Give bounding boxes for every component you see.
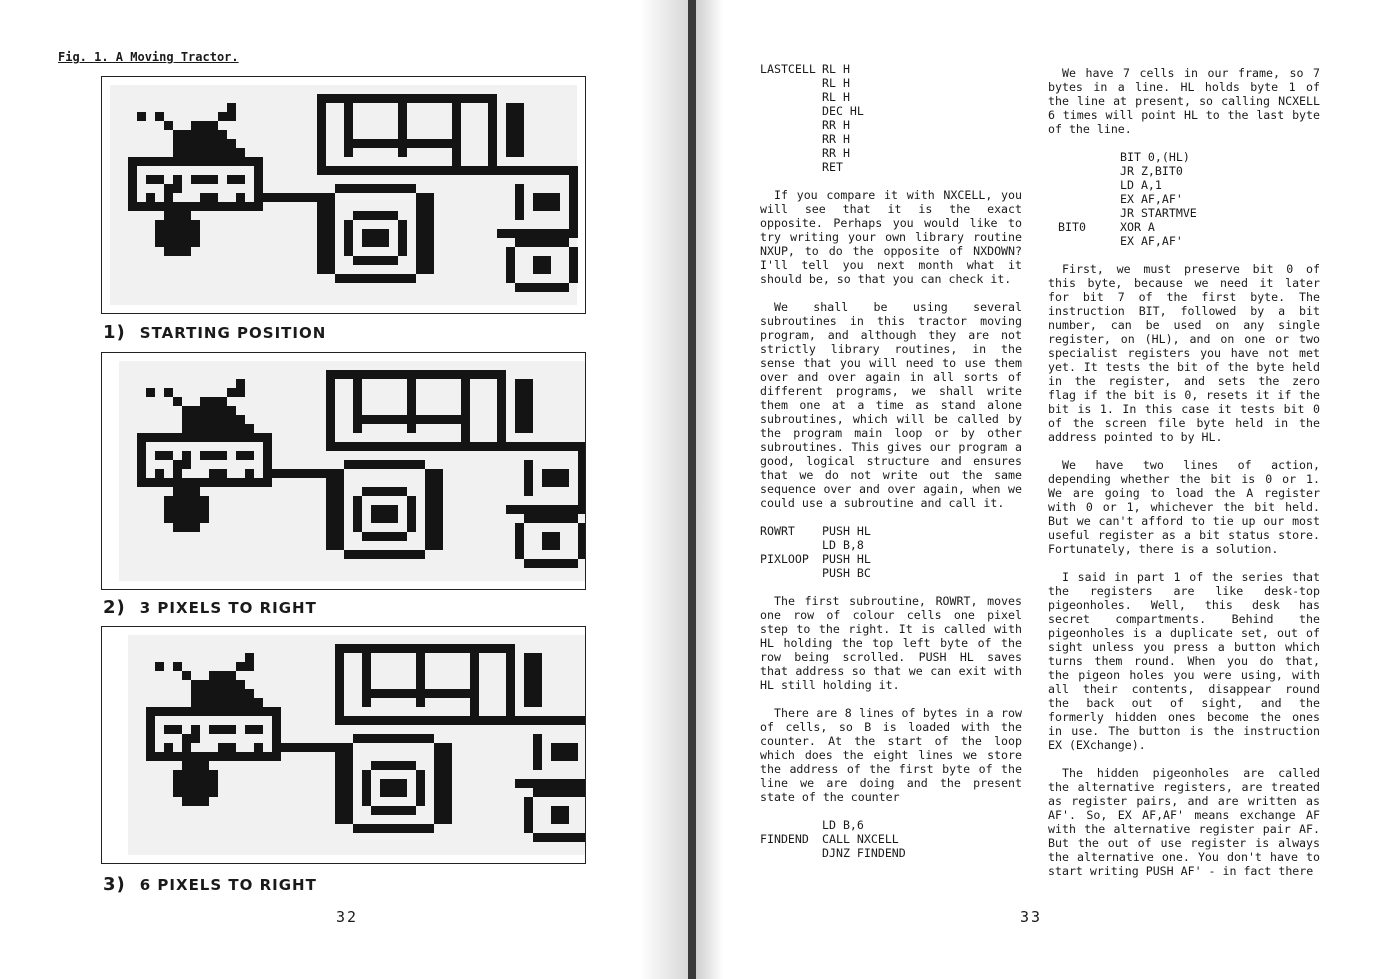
tractor-pixel <box>173 175 182 193</box>
tractor-pixel <box>137 433 272 442</box>
paragraph: If you compare it with NXCELL, you will see that it is the exact opposite. Perhaps you would like to try writing your own library routine NXUP, to do the opposite of NXDOWN? I'll tell you next month what it should be, so that you can check it. <box>760 188 1022 286</box>
tractor-pixel <box>218 112 236 121</box>
tractor-pixel <box>182 797 209 806</box>
code-line: PUSH BC <box>822 566 871 580</box>
tractor-pixel <box>281 743 344 752</box>
code-block-rowrt <box>760 524 1022 580</box>
tractor-pixel <box>155 469 164 478</box>
code-line: EX AF,AF' <box>1120 192 1183 206</box>
tractor-pixel <box>542 469 569 487</box>
tractor-pixel <box>497 379 506 451</box>
tractor-pixel <box>200 193 218 202</box>
tractor-pixel <box>353 824 434 833</box>
tractor-pixel <box>164 496 209 523</box>
right-page-column-2 <box>1048 66 1320 892</box>
tractor-pixel <box>173 139 236 148</box>
tractor-pixel <box>578 451 585 514</box>
tractor-pixel <box>353 211 398 220</box>
tractor-pixel <box>182 415 245 424</box>
tractor-pixel <box>326 370 506 379</box>
tractor-pixel <box>218 743 236 752</box>
code-line: LD B,8 <box>822 538 864 552</box>
tractor-pixel <box>227 103 236 112</box>
tractor-pixel <box>173 397 182 406</box>
tractor-pixel <box>191 698 263 707</box>
tractor-pixel <box>128 202 263 211</box>
code-line: RET <box>822 160 843 174</box>
tractor-pixel <box>164 211 191 220</box>
code-line: RR H <box>822 146 850 160</box>
tractor-pixel <box>533 788 585 797</box>
code-line: DEC HL <box>822 104 864 118</box>
tractor-pixel <box>326 469 344 550</box>
code-block-lastcell <box>760 62 1022 174</box>
tractor-pixel <box>344 103 353 157</box>
tractor-pixel <box>416 770 425 806</box>
tractor-pixel <box>236 451 254 460</box>
tractor-pixel <box>371 761 416 770</box>
tractor-pixel <box>488 166 578 175</box>
tractor-pixel <box>353 496 362 532</box>
tractor-pixel <box>371 505 398 523</box>
tractor-pixel <box>515 238 569 247</box>
tractor-pixel <box>182 761 209 770</box>
tractor-pixel <box>227 175 245 184</box>
tractor-pixel <box>191 406 236 415</box>
tractor-illustration-1 <box>102 77 585 313</box>
tractor-pixel <box>146 175 164 184</box>
tractor-pixel <box>335 644 515 653</box>
book-gutter <box>688 0 696 979</box>
paragraph: First, we must preserve bit 0 of this byte, because we need it later for bit 7 of the first byte. The instruction BIT, followed by a bit number, can be used on any single register, on (HL), and on one or two specialist registers you have not met yet. It tests the bit of the byte held in the register, and sets the zero flag if the bit is 0, resets it if the bit is 1. In this case it tests bit 0 of the screen file byte held in the address pointed to by HL. <box>1048 262 1320 444</box>
paragraph: There are 8 lines of bytes in a row of cells, so B is loaded with the counter. At the start of the loop which does the eight lines we store the address of the first byte of the line we are doing and the present state of the counter <box>760 706 1022 804</box>
tractor-pixel <box>173 770 218 797</box>
tractor-pixel <box>353 379 362 433</box>
tractor-pixel <box>515 283 569 292</box>
tractor-pixel <box>506 103 524 157</box>
tractor-pixel <box>137 478 272 487</box>
paragraph: The first subroutine, ROWRT, moves one row of colour cells one pixel step to the right. It is called with HL holding the top left byte of the row being scrolled. PUSH HL saves that address so that we can exit with HL still holding it. <box>760 594 1022 692</box>
paragraph: We have 7 cells in our frame, so 7 bytes in a line. HL holds byte 1 of the line at present, so calling NCXELL 6 times will point HL to the last byte of the line. <box>1048 66 1320 136</box>
right-page-column-1 <box>760 62 1022 874</box>
page-number-left: 32 <box>336 908 359 926</box>
tractor-pixel <box>164 184 173 202</box>
tractor-pixel <box>191 175 218 184</box>
tractor-pixel <box>506 653 515 725</box>
tractor-pixel <box>272 469 335 478</box>
code-line: LD A,1 <box>1120 178 1162 192</box>
code-block-findend <box>760 818 1022 860</box>
tractor-pixel <box>407 139 452 148</box>
tractor-pixel <box>335 653 344 725</box>
tractor-pixel <box>182 451 191 469</box>
tractor-pixel <box>362 653 371 707</box>
tractor-pixel <box>146 193 155 202</box>
code-line: DJNZ FINDEND <box>822 846 906 860</box>
tractor-pixel <box>200 397 227 406</box>
code-line: BIT 0,(HL) <box>1120 150 1190 164</box>
left-page <box>0 0 688 979</box>
tractor-pixel <box>236 662 254 671</box>
tractor-pixel <box>371 806 416 815</box>
tractor-pixel <box>146 752 281 761</box>
tractor-pixel <box>461 379 470 442</box>
tractor-pixel <box>263 193 326 202</box>
tractor-pixel <box>182 671 191 680</box>
paragraph: The hidden pigeonholes are called the alternative registers, are treated as register pairs, and are written as AF'. So, EX AF,AF' means exchange AF with the alternative register pair AF. But the out of use register is always the alternative one. You don't have to start writing PUSH AF' - in fact there <box>1048 766 1320 878</box>
tractor-pixel <box>164 121 173 130</box>
tractor-pixel <box>164 247 191 256</box>
tractor-pixel <box>344 550 425 559</box>
code-line: LASTCELL RL H <box>760 62 850 76</box>
tractor-frame-1 <box>101 76 586 314</box>
tractor-graphic <box>110 85 578 305</box>
tractor-pixel <box>173 487 200 496</box>
tractor-pixel <box>551 806 569 824</box>
tractor-pixel <box>236 379 245 388</box>
tractor-pixel <box>182 424 254 433</box>
tractor-pixel <box>182 734 191 752</box>
tractor-pixel <box>569 175 578 238</box>
tractor-pixel <box>173 662 182 671</box>
tractor-pixel <box>362 415 407 424</box>
code-line: RR H <box>822 118 850 132</box>
tractor-pixel <box>164 725 182 734</box>
tractor-pixel <box>146 707 281 716</box>
tractor-pixel <box>416 193 434 274</box>
tractor-pixel <box>155 451 173 460</box>
tractor-frame-2 <box>101 352 586 590</box>
tractor-pixel <box>344 220 353 256</box>
tractor-pixel <box>515 779 585 788</box>
tractor-pixel <box>335 274 416 283</box>
tractor-pixel <box>452 103 461 166</box>
tractor-pixel <box>380 779 407 797</box>
tractor-pixel <box>191 725 200 743</box>
tractor-pixel <box>155 662 164 671</box>
frame-background <box>128 635 585 855</box>
tractor-pixel <box>155 220 200 247</box>
tractor-pixel <box>200 451 227 460</box>
tractor-pixel <box>254 743 263 752</box>
tractor-pixel <box>470 653 479 716</box>
tractor-pixel <box>164 388 173 397</box>
caption-number: 3) <box>103 874 126 895</box>
tractor-pixel <box>173 130 182 139</box>
tractor-pixel <box>488 103 497 175</box>
tractor-frame-3 <box>101 626 586 864</box>
tractor-pixel <box>407 379 416 433</box>
tractor-pixel <box>569 247 578 283</box>
tractor-pixel <box>353 734 434 743</box>
caption-2 <box>103 597 317 618</box>
tractor-pixel <box>416 653 425 707</box>
figure-title: Fig. 1. A Moving Tractor. <box>58 50 239 64</box>
tractor-pixel <box>209 469 227 478</box>
tractor-pixel <box>335 184 416 193</box>
tractor-pixel <box>497 442 585 451</box>
tractor-pixel <box>173 148 245 157</box>
tractor-pixel <box>551 743 578 761</box>
tractor-pixel <box>236 193 245 202</box>
tractor-graphic <box>128 635 585 855</box>
tractor-pixel <box>317 103 326 175</box>
tractor-pixel <box>515 523 524 559</box>
tractor-pixel <box>245 653 254 662</box>
tractor-pixel <box>524 559 578 568</box>
tractor-pixel <box>209 671 236 680</box>
tractor-pixel <box>506 505 585 514</box>
tractor-pixel <box>524 514 578 523</box>
code-block-bit0 <box>1058 150 1320 248</box>
tractor-pixel <box>515 379 533 433</box>
tractor-pixel <box>371 689 416 698</box>
tractor-pixel <box>173 460 182 478</box>
tractor-pixel <box>542 532 560 550</box>
code-line: FINDEND CALL NXCELL <box>760 832 899 846</box>
tractor-pixel <box>344 716 515 725</box>
tractor-pixel <box>317 94 497 103</box>
tractor-pixel <box>182 130 227 139</box>
tractor-pixel <box>164 743 173 752</box>
page-number-right: 33 <box>1020 908 1043 926</box>
tractor-pixel <box>362 229 389 247</box>
tractor-pixel <box>398 220 407 256</box>
tractor-pixel <box>362 532 407 541</box>
tractor-pixel <box>245 469 254 478</box>
tractor-graphic <box>119 361 585 581</box>
code-line: ROWRT PUSH HL <box>760 524 871 538</box>
code-line: RL H <box>822 76 850 90</box>
tractor-pixel <box>524 797 533 833</box>
tractor-pixel <box>416 415 461 424</box>
code-line: RR H <box>822 132 850 146</box>
code-line: BIT0 XOR A <box>1058 220 1155 234</box>
tractor-pixel <box>434 743 452 824</box>
tractor-pixel <box>191 689 254 698</box>
tractor-pixel <box>515 184 524 220</box>
tractor-pixel <box>497 229 578 238</box>
paragraph: I said in part 1 of the series that the registers are like desk-top pigeonholes. Well, this desk has secret compartments. Behind the pigeonholes is a duplicate set, out of sight unless you press a button which turns them round. When you do that, the pigeon holes you were using, with all their contents, disappear round the back out of sight, and the formerly hidden ones become the ones in use. The button is the instruction EX (EXchange). <box>1048 570 1320 752</box>
tractor-pixel <box>335 743 353 824</box>
tractor-pixel <box>578 523 585 559</box>
tractor-pixel <box>200 680 245 689</box>
caption-number: 2) <box>103 597 126 618</box>
tractor-pixel <box>524 653 542 707</box>
tractor-pixel <box>227 388 245 397</box>
tractor-pixel <box>398 103 407 157</box>
tractor-pixel <box>335 442 506 451</box>
tractor-illustration-3 <box>102 627 585 863</box>
tractor-pixel <box>533 833 585 842</box>
tractor-pixel <box>326 166 497 175</box>
caption-1 <box>103 322 326 343</box>
tractor-pixel <box>353 256 398 265</box>
tractor-pixel <box>173 523 200 532</box>
tractor-pixel <box>533 256 551 274</box>
code-line: JR STARTMVE <box>1120 206 1197 220</box>
tractor-pixel <box>425 689 470 698</box>
caption-text: 6 PIXELS TO RIGHT <box>139 876 317 894</box>
caption-text: 3 PIXELS TO RIGHT <box>139 599 317 617</box>
tractor-pixel <box>533 734 542 770</box>
code-line: JR Z,BIT0 <box>1120 164 1183 178</box>
tractor-pixel <box>506 247 515 283</box>
tractor-pixel <box>191 121 218 130</box>
tractor-pixel <box>407 496 416 532</box>
tractor-pixel <box>137 112 146 121</box>
tractor-pixel <box>155 112 164 121</box>
tractor-pixel <box>506 716 585 725</box>
tractor-pixel <box>524 460 533 496</box>
caption-3 <box>103 874 317 895</box>
tractor-pixel <box>344 460 425 469</box>
tractor-pixel <box>209 725 236 734</box>
tractor-pixel <box>533 193 560 211</box>
tractor-pixel <box>245 725 263 734</box>
tractor-pixel <box>326 379 335 451</box>
paragraph: We have two lines of action, depending whether the bit is 0 or 1. We are going to load the A register with 0 or 1, whichever the bit held. But we can't afford to tie up our most useful register as a bit status store. Fortunately, there is a solution. <box>1048 458 1320 556</box>
caption-number: 1) <box>103 322 126 343</box>
code-line: EX AF,AF' <box>1120 234 1183 248</box>
tractor-pixel <box>362 770 371 806</box>
tractor-pixel <box>191 680 200 689</box>
code-line: LD B,6 <box>822 818 864 832</box>
paragraph: We shall be using several subroutines in this tractor moving program, and although they are not strictly library routines, in the sense that you will need to use them over and over again in all sorts of different programs, we shall write them one at a time as stand alone subroutines, which will be called by the program main loop or by other subroutines. This gives our program a good, logical structure and ensures that we do not write out the same sequence over and over again, when we could use a subroutine and call it. <box>760 300 1022 510</box>
caption-text: STARTING POSITION <box>139 324 327 342</box>
code-line: PIXLOOP PUSH HL <box>760 552 871 566</box>
tractor-pixel <box>146 388 155 397</box>
tractor-illustration-2 <box>102 353 585 589</box>
tractor-pixel <box>317 193 335 274</box>
tractor-pixel <box>362 487 407 496</box>
right-page <box>696 0 1386 979</box>
tractor-pixel <box>128 157 263 166</box>
code-line: RL H <box>822 90 850 104</box>
tractor-pixel <box>353 139 398 148</box>
tractor-pixel <box>425 469 443 550</box>
tractor-pixel <box>182 406 191 415</box>
